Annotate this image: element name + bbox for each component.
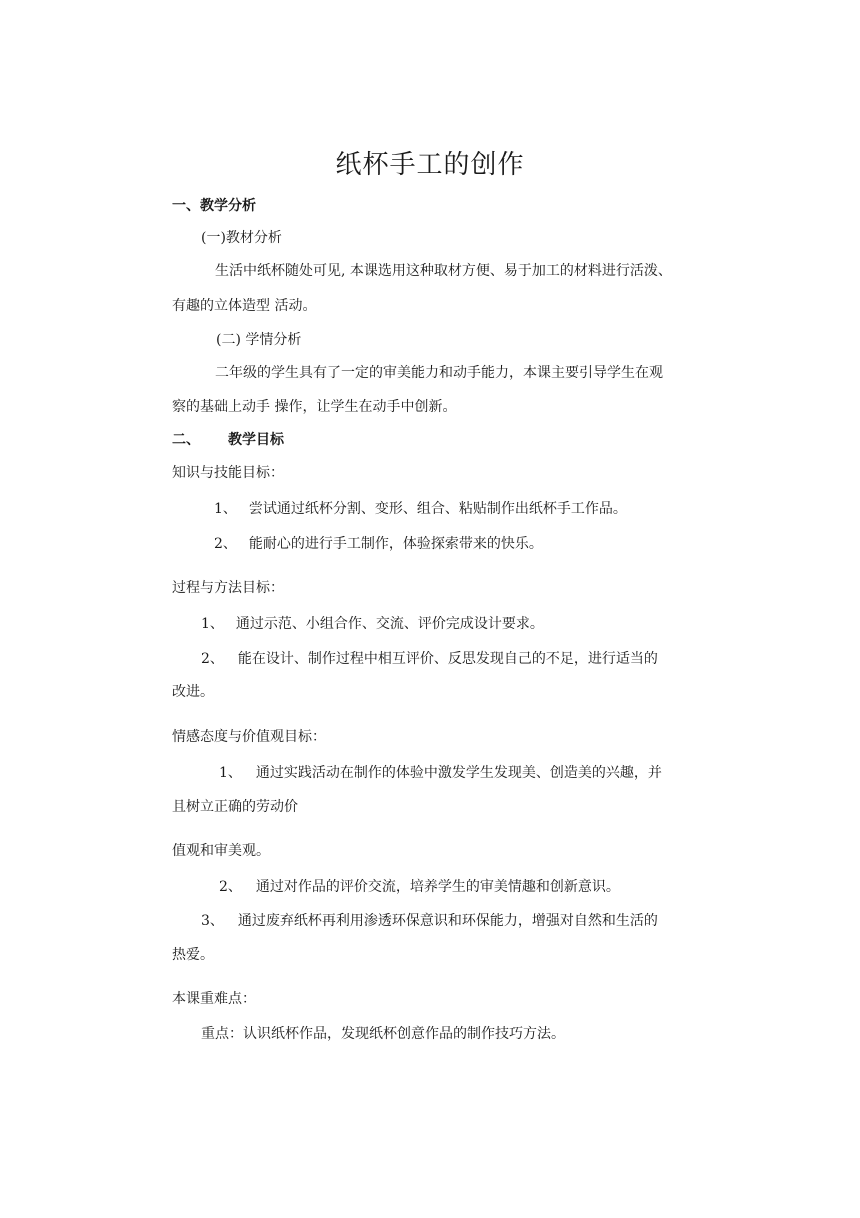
knowledge-goal-2 <box>214 535 543 553</box>
list-item-text: 能在设计、制作过程中相互评价、反思发现自己的不足，进行适当的 <box>237 651 658 667</box>
paragraph-2-line-2: 察的基础上动手 操作，让学生在动手中创新。 <box>172 399 457 415</box>
list-number: 2、 <box>214 536 237 552</box>
list-item-text: 通过实践活动在制作的体验中激发学生发现美、创造美的兴趣，并 <box>255 765 662 781</box>
subsection-1-heading: (一)教材分析 <box>201 230 282 246</box>
list-number: 2、 <box>201 651 224 667</box>
emotion-goal-1 <box>219 764 662 782</box>
emotion-goal-1-continuation-2: 值观和审美观。 <box>172 843 270 859</box>
list-item-text: 尝试通过纸杯分割、变形、组合、粘贴制作出纸杯手工作品。 <box>248 501 627 517</box>
process-goal-2-continuation: 改进。 <box>172 684 214 700</box>
page-title: 纸杯手工的创作 <box>335 150 525 180</box>
list-number: 3、 <box>201 913 224 929</box>
process-goal-1 <box>201 615 544 633</box>
list-item-text: 能耐心的进行手工制作，体验探索带来的快乐。 <box>248 536 543 552</box>
section-1-heading: 一、教学分析 <box>172 198 256 214</box>
list-number: 2、 <box>219 879 242 895</box>
section-2-heading <box>172 431 284 449</box>
emotion-goal-3 <box>201 912 658 930</box>
process-goal-2 <box>201 650 658 668</box>
list-item-text: 通过废弃纸杯再利用渗透环保意识和环保能力，增强对自然和生活的 <box>237 913 658 929</box>
emotion-goal-3-continuation: 热爱。 <box>172 947 214 963</box>
key-points-label: 本课重难点： <box>172 991 256 1007</box>
section-2-title: 教学目标 <box>228 432 284 448</box>
knowledge-goal-1 <box>214 500 627 518</box>
list-item-text: 通过对作品的评价交流，培养学生的审美情趣和创新意识。 <box>255 879 620 895</box>
list-number: 1、 <box>201 616 224 632</box>
subsection-2-heading: (二) 学情分析 <box>216 332 302 348</box>
knowledge-goals-label: 知识与技能目标： <box>172 465 284 481</box>
section-2-number: 二、 <box>172 432 200 448</box>
emotion-goal-2 <box>219 878 620 896</box>
key-point-focus: 重点：认识纸杯作品，发现纸杯创意作品的制作技巧方法。 <box>201 1026 565 1042</box>
list-number: 1、 <box>219 765 242 781</box>
list-item-text: 通过示范、小组合作、交流、评价完成设计要求。 <box>235 616 544 632</box>
emotion-goal-1-continuation-1: 且树立正确的劳动价 <box>172 799 298 815</box>
process-goals-label: 过程与方法目标： <box>172 580 284 596</box>
paragraph-1-line-1: 生活中纸杯随处可见, 本课选用这种取材方便、易于加工的材料进行活泼、 <box>215 263 672 279</box>
emotion-goals-label: 情感态度与价值观目标： <box>172 729 326 745</box>
list-number: 1、 <box>214 501 237 517</box>
paragraph-2-line-1: 二年级的学生具有了一定的审美能力和动手能力，本课主要引导学生在观 <box>215 365 663 381</box>
paragraph-1-line-2: 有趣的立体造型 活动。 <box>172 298 317 314</box>
